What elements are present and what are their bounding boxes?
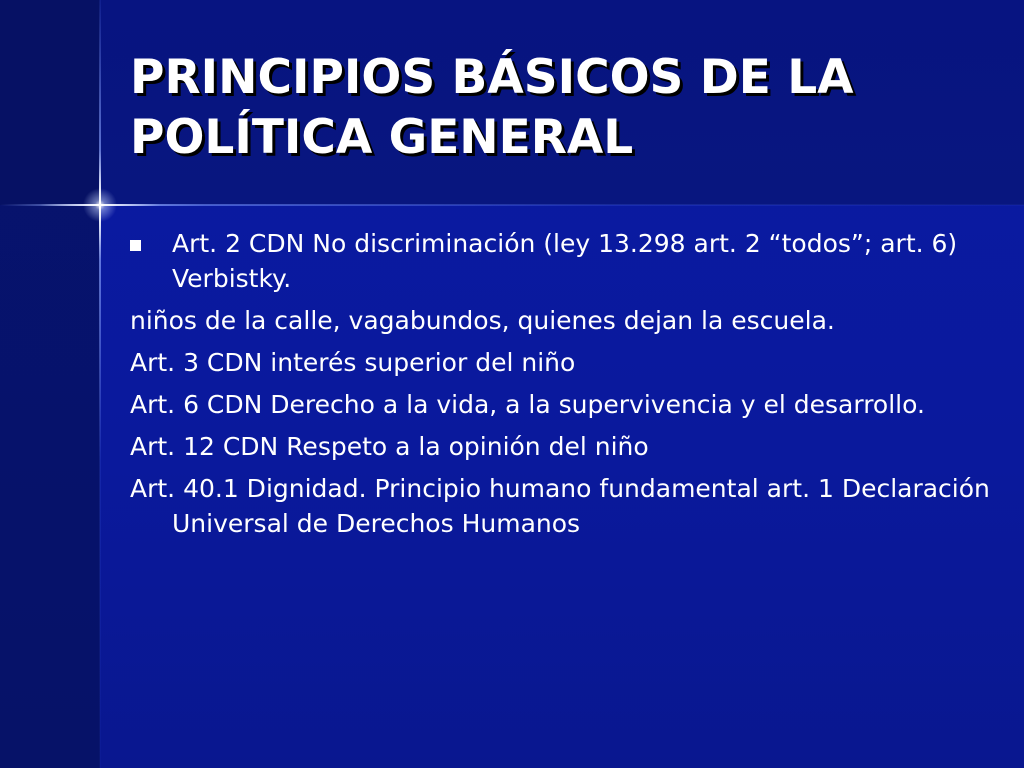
bullet-item — [130, 226, 990, 296]
body-paragraph: Art. 12 CDN Respeto a la opinión del niño — [130, 432, 649, 461]
title-band-corner — [0, 0, 100, 205]
slide-title: PRINCIPIOS BÁSICOS DE LA POLÍTICA GENERAL — [130, 50, 854, 165]
square-bullet-icon — [130, 240, 141, 251]
body-paragraph: Art. 3 CDN interés superior del niño — [130, 348, 576, 377]
body-paragraph: niños de la calle, vagabundos, quienes dejan la escuela. — [130, 306, 835, 335]
slide-body — [130, 226, 990, 548]
body-paragraph: Art. 6 CDN Derecho a la vida, a la supervivencia y el desarrollo. — [130, 390, 925, 419]
vertical-divider-line — [99, 0, 101, 768]
bullet-item-text: Art. 2 CDN No discriminación (ley 13.298 art. 2 “todos”; art. 6) Verbistky. — [172, 229, 958, 293]
body-paragraph: Art. 40.1 Dignidad. Principio humano fundamental art. 1 Declaración Universal de Derechos Humanos — [130, 474, 990, 538]
sparkle-vertical-ray — [99, 150, 101, 260]
